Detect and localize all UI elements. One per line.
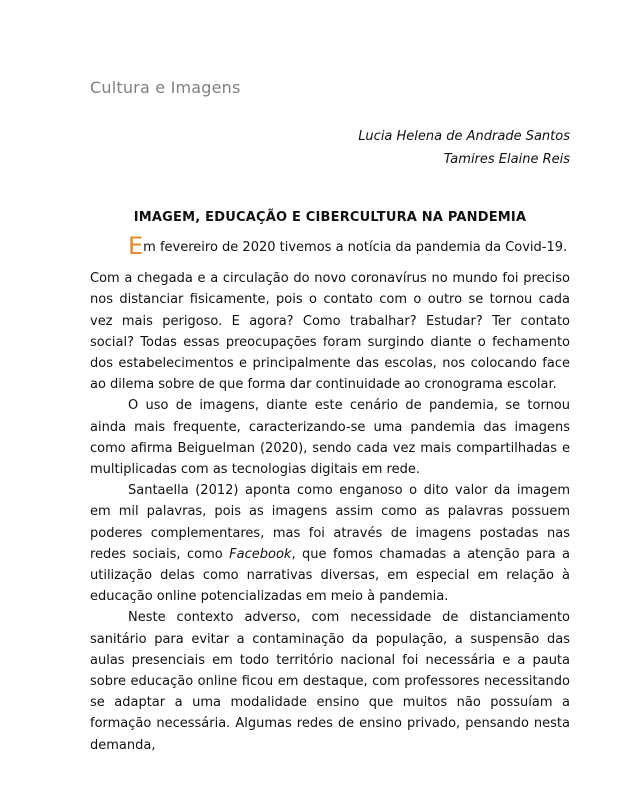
paragraph: Neste contexto adverso, com necessidade de distanciamento sanitário para evitar a contaminação da população, a suspensão das aulas presenciais em todo território nacional foi necessária e a pauta sobre educação online ficou em destaque, com professores necessitando se adaptar a uma modalidade ensino que muitos não possuíam a formação necessária. Algumas redes de ensino privado, pensando nesta demanda,: [90, 610, 570, 753]
italic-term: Facebook: [229, 546, 292, 562]
author-name: Lucia Helena de Andrade Santos: [358, 129, 570, 144]
paragraph: [90, 480, 570, 607]
article-title: IMAGEM, EDUCAÇÃO E CIBERCULTURA NA PANDEMIA: [133, 210, 527, 225]
paragraph: O uso de imagens, diante este cenário de pandemia, se tornou ainda mais frequente, caracterizando-se uma pandemia das imagens como afirma Beiguelman (2020), sendo cada vez mais compartilhadas e multiplicadas com as tecnologias digitais em rede.: [90, 398, 570, 478]
opening-line: [90, 232, 570, 260]
opening-line-text: m fevereiro de 2020 tivemos a notícia da pandemia da Covid-19.: [143, 240, 568, 255]
author-name: Tamires Elaine Reis: [443, 152, 570, 167]
paragraph-text: Santaella (2012) aponta como enganoso o dito valor da imagem em mil palavras, pois as imagens assim como as palavras possuem poderes complementares, mas foi através de imagens postadas nas redes sociais, como: [90, 483, 570, 562]
author-list: [358, 125, 570, 171]
section-header: Cultura e Imagens: [90, 78, 241, 97]
article-body: [90, 232, 570, 756]
paragraph-text: , que fomos chamadas a atenção para a utilização delas como narrativas diversas, em especial em relação à educação online potencializadas em meio à pandemia.: [90, 546, 570, 605]
paragraph: Com a chegada e a circulação do novo coronavírus no mundo foi preciso nos distanciar fisicamente, pois o contato com o outro se tornou cada vez mais perigoso. E agora? Como trabalhar? Estudar? Ter contato social? Todas essas preocupações foram surgindo diante o fechamento dos estabelecimentos e principalmente das escolas, nos colocando face ao dilema sobre de que forma dar continuidade ao cronograma escolar.: [90, 271, 570, 393]
drop-cap: E: [128, 232, 144, 260]
